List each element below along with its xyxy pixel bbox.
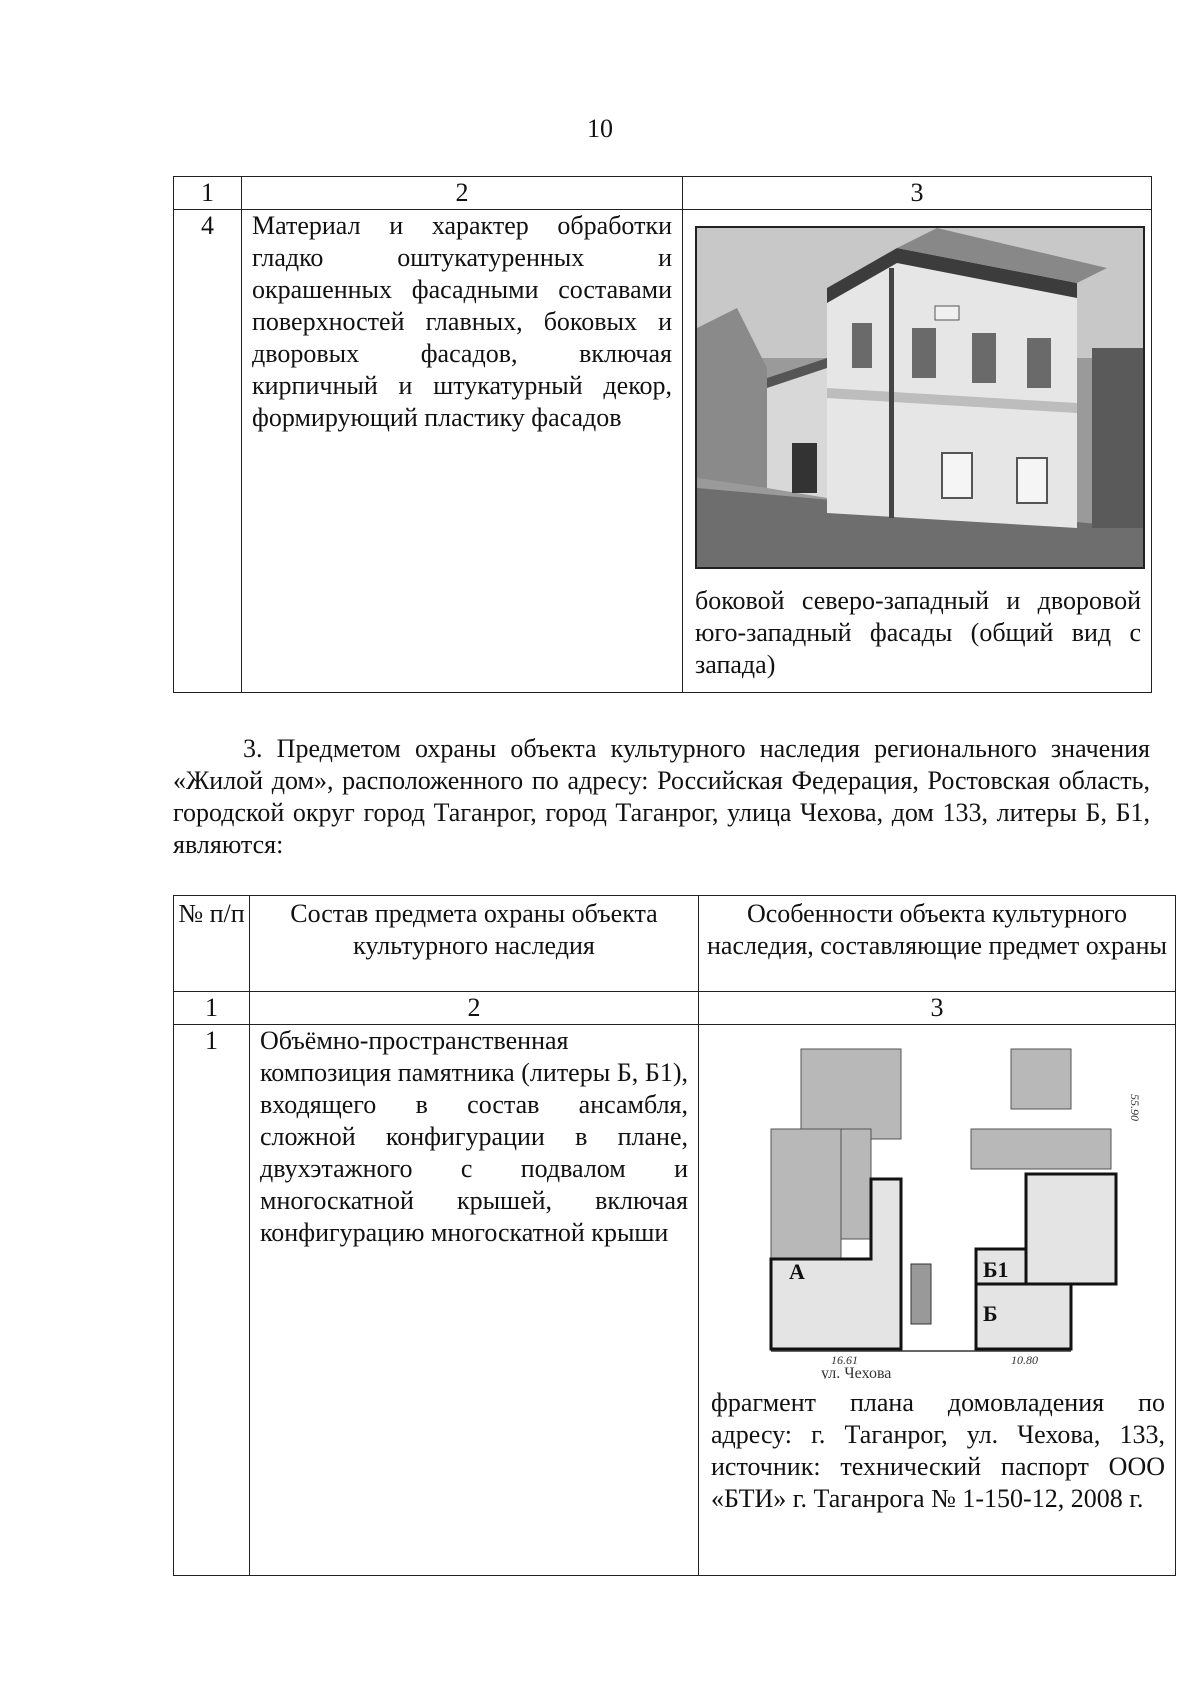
page-number: 10 — [587, 114, 613, 143]
plan-dim-left: 16.61 — [831, 1353, 858, 1367]
plan-label-b: Б — [983, 1301, 998, 1326]
plan-street-label: ул. Чехова — [821, 1365, 892, 1379]
site-plan — [711, 1039, 1157, 1379]
table-number-row — [174, 992, 1176, 1025]
table-row — [174, 1025, 1176, 1576]
head-number: № п/п — [174, 896, 250, 992]
head-composition: Состав предмета охраны объекта культурного наследия — [250, 896, 699, 992]
table-continuation — [173, 176, 1152, 693]
table-header-row — [174, 177, 1152, 210]
photo-caption: боковой северо-западный и дворовой юго-западный фасады (общий вид с запада) — [695, 586, 1141, 679]
number-cell-1: 1 — [174, 992, 250, 1025]
row-number: 4 — [174, 210, 242, 693]
row-illustration — [699, 1025, 1176, 1576]
plan-dim-right: 10.80 — [1011, 1353, 1038, 1367]
description-text: Объёмно-пространственная композиция памятника (литеры Б, Б1), входящего в состав ансамбля, сложной конфигурации в плане, двухэтажного с подвалом и многоскатной крышей, включая конфигурацию многоскатной крыши — [260, 1026, 688, 1247]
plan-caption: фрагмент плана домовладения по адресу: г. Таганрог, ул. Чехова, 133, источник: технический паспорт ООО «БТИ» г. Таганрога № 1-150-12, 2008 г. — [711, 1388, 1165, 1513]
protection-subject-table — [173, 895, 1176, 1576]
description-text: Материал и характер обработки гладко оштукатуренных и окрашенных фасадными составами поверхностей главных, боковых и дворовых фасадов, включая кирпичный и штукатурный декор, формирующий пластику фасадов — [252, 211, 672, 432]
table-head-row — [174, 896, 1176, 992]
table-row — [174, 210, 1152, 693]
facade-photo — [695, 226, 1145, 569]
plan-label-a: А — [789, 1259, 805, 1284]
number-cell-3: 3 — [699, 992, 1176, 1025]
row-description — [250, 1025, 699, 1576]
site-plan-drawing — [711, 1039, 1157, 1379]
header-cell-3: 3 — [683, 177, 1152, 210]
header-cell-2: 2 — [242, 177, 683, 210]
plan-dim-vert: 55.90 — [1128, 1094, 1142, 1121]
house-photo-image — [697, 228, 1143, 567]
row-illustration — [683, 210, 1152, 693]
plan-label-b1: Б1 — [983, 1257, 1009, 1282]
section-paragraph: 3. Предметом охраны объекта культурного наследия регионального значения «Жилой дом», расположенного по адресу: Российская Федерация, Ростовская область, городской округ город Таганрог, город Таганрог, улица Чехова, дом 133, литеры Б, Б1, являются: — [173, 734, 1150, 859]
head-features: Особенности объекта культурного наследия, составляющие предмет охраны — [699, 896, 1176, 992]
row-number: 1 — [174, 1025, 250, 1576]
row-description — [242, 210, 683, 693]
header-cell-1: 1 — [174, 177, 242, 210]
number-cell-2: 2 — [250, 992, 699, 1025]
